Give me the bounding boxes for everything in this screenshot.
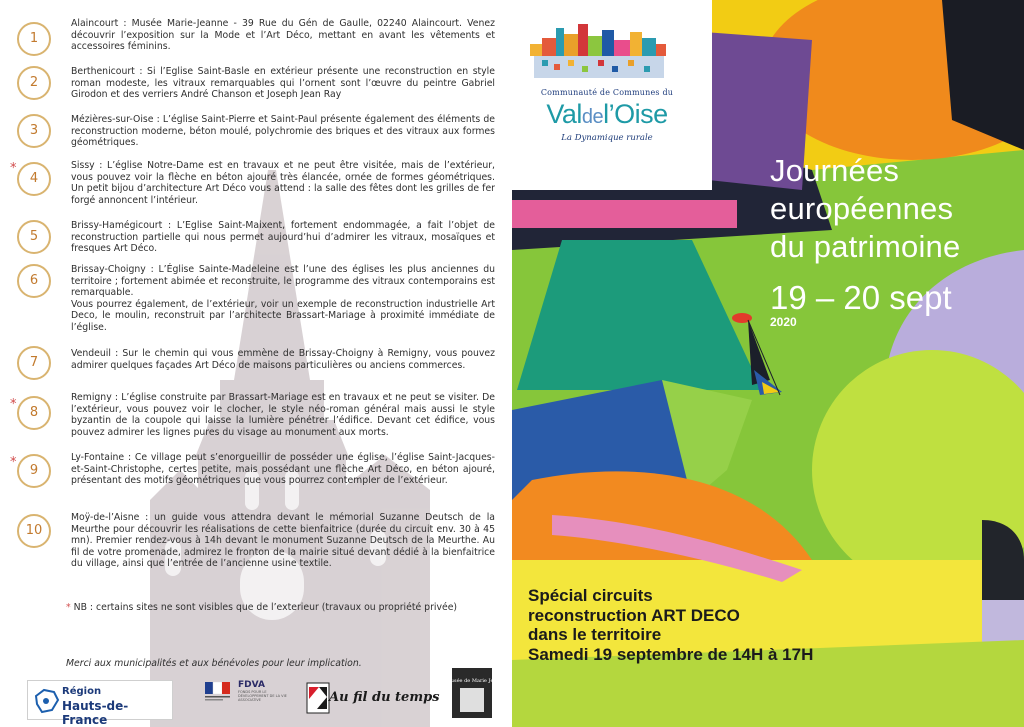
note-body: NB : certains sites ne sont visibles que de l’exterieur (travaux ou propriété privée): [70, 602, 458, 613]
fdva-logo: [238, 680, 298, 718]
site-description: Moÿ-de-l’Aisne : un guide vous attendra devant le mémorial Suzanne Deutsch de la Meurthe pour découvrir les réalisations de cette bienfaitrice (durée du circuit env. 30 à 45 mn). Premier rendez-vous à 14h devant le monument Suzanne Deutsch de la Meurthe. Au fil de votre promenade, admirez le fronton de la mairie situé devant dédié à la bienfaitrice du village, ainsi que l’entrée de l’ancienne usine textile.: [71, 512, 495, 570]
site-number: 2: [17, 66, 51, 100]
special-line-3: dans le territoire: [528, 625, 662, 644]
event-title: [770, 152, 960, 266]
museum-logo-text: Le musée de Marie Jeanne: [438, 678, 506, 684]
museum-logo: [438, 668, 506, 718]
site-description: Brissay-Choigny : L’Église Sainte-Madeleine est l’une des églises les plus anciennes du territoire ; fortement abimée et reconstruite, le programme des vitraux contemporains est remarquable. Vous pourrez également, de l’extérieur, voir un exemple de reconstruction industrielle Art Deco, le moulin, reconstruit par l’architecte Brassart-Mariage à proximité immédiate de l’église.: [71, 264, 495, 333]
site-number: 5: [17, 220, 51, 254]
site-number: 10: [17, 514, 51, 548]
title-line-2: européennes: [770, 191, 954, 226]
brand-tagline: La Dynamique rurale: [561, 133, 653, 143]
site-number: 4: [17, 162, 51, 196]
site-number: 9: [17, 454, 51, 488]
site-description: Berthenicourt : Si l’Eglise Saint-Basle en extérieur présente une reconstruction en style roman modeste, les vitraux remarquables qui l’ornent sont l’œuvre du peintre Gabriel Girodon et des verriers André Chanson et Joseph Jean Ray: [71, 66, 495, 101]
note-text: [66, 602, 457, 613]
brand-val: Val: [546, 99, 582, 129]
title-line-1: Journées: [770, 153, 900, 188]
brand-community-label: Communauté de Communes du: [540, 88, 674, 97]
region-map-icon: [32, 686, 62, 716]
site-description: Mézières-sur-Oise : L’église Saint-Pierre et Saint-Paul présente également des éléments de reconstruction moderne, béton moulé, polychromie des briques et des vitraux aux formes géométriques.: [71, 114, 495, 149]
brand-name: [532, 99, 682, 130]
site-number: 6: [17, 264, 51, 298]
asterisk-mark: *: [66, 602, 71, 613]
special-line-4: Samedi 19 septembre de 14H à 17H: [528, 644, 814, 664]
pinwheel-icon: [307, 683, 329, 713]
special-line-2: reconstruction ART DECO: [528, 605, 740, 625]
asterisk-mark: *: [10, 161, 17, 176]
brand-oise: l’Oise: [603, 99, 668, 129]
site-description: Brissy-Hamégicourt : L’Eglise Saint-Maixent, fortement endommagée, a fait l’objet de reconstruction partielle qui nous permet aujourd’hui d’admirer les vitraux, mosaïques et fresques Art Déco.: [71, 220, 495, 255]
site-number: 3: [17, 114, 51, 148]
fdva-title: FDVA: [238, 680, 265, 690]
event-dates: 19 – 20 sept: [770, 279, 952, 316]
asterisk-mark: *: [10, 397, 17, 412]
fdva-subtitle: FONDS POUR LE DÉVELOPPEMENT DE LA VIE ASSOCIATIVE: [238, 690, 287, 702]
site-description: Sissy : L’église Notre-Dame est en travaux et ne peut être visitée, mais de l’extérieur, vous pouvez voir la flèche en béton ajouré très élancée, ornée de formes géométriques. Un petit bijou d’architecture Art Déco vous attend : la salle des fêtes dont les grilles de fer forgé annoncent l’intérieur.: [71, 160, 495, 206]
region-label-1: Région: [62, 686, 102, 697]
region-logo: [27, 680, 173, 727]
site-description: Alaincourt : Musée Marie-Jeanne - 39 Rue du Gén de Gaulle, 02240 Alaincourt. Venez découvrir l’exposition sur la Mode et l’Art Déco, mettant en avant les vêtements et accessoires féminins.: [71, 18, 495, 53]
title-line-3: du patrimoine: [770, 229, 961, 264]
event-year: 2020: [770, 315, 797, 329]
republic-logo: [205, 682, 231, 702]
special-circuits-text: [528, 586, 813, 664]
region-label-2: Hauts-de-France: [62, 699, 129, 727]
site-number: 8: [17, 396, 51, 430]
site-description: Remigny : L’église construite par Brassart-Mariage est en travaux et ne peut se visiter. De l’extérieur, vous pouvez voir le clocher, le style néo-roman général mais aussi le style byzantin de la coupole qui laisse la lumière pénétrer l’édifice. Devant cet édifice, vous pouvez admirer les lignes pures du visage au monument aux morts.: [71, 392, 495, 438]
au-fil-du-temps-label: Au fil du temps: [329, 690, 440, 705]
site-number: 1: [17, 22, 51, 56]
brand-de: de: [581, 106, 604, 128]
site-number: 7: [17, 346, 51, 380]
site-description: Vendeuil : Sur le chemin qui vous emmène de Brissay-Choigny à Remigny, vous pouvez admirer quelques façades Art Déco de maisons particulières ou anciens commerces.: [71, 348, 495, 371]
special-line-1: Spécial circuits: [528, 586, 653, 605]
asterisk-mark: *: [10, 455, 17, 470]
thanks-text: Merci aux municipalités et aux bénévoles pour leur implication.: [66, 658, 362, 669]
site-description: Ly-Fontaine : Ce village peut s’enorgueillir de posséder une église, l’église Saint-Jacques-et-Saint-Christophe, certes petite, mais possédant une flèche Art Déco, en béton ajouré, présentant des motifs géométriques que vous pourrez contempler de l’extérieur.: [71, 452, 495, 487]
au-fil-du-temps-logo: [307, 680, 440, 716]
